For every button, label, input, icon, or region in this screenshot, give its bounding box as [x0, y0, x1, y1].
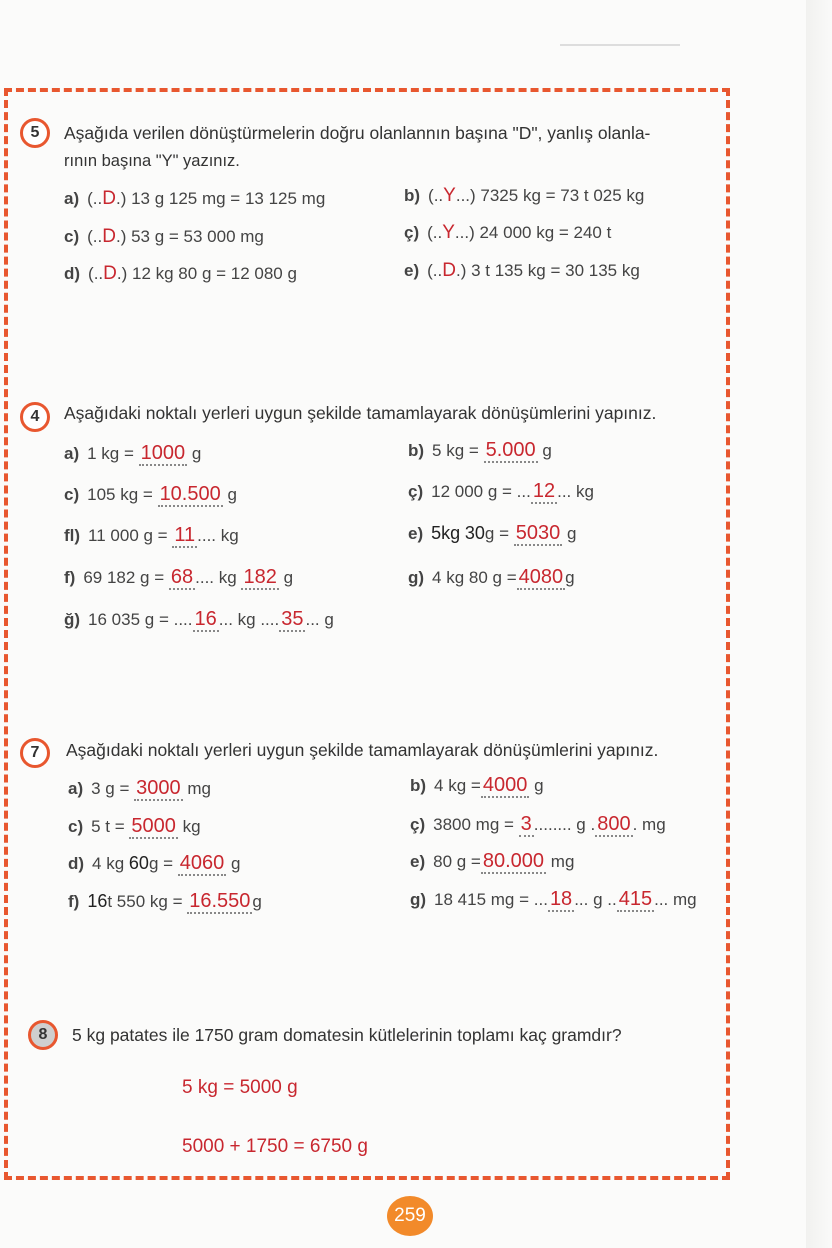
answer: 10.500 — [159, 483, 221, 505]
q7-item-b: b) 4 kg = 4000 g — [410, 774, 544, 796]
question-number-8: 8 — [28, 1020, 58, 1050]
q4-item-cc: ç) 12 000 g = ... 12 ... kg — [408, 480, 594, 502]
answer: 11 — [174, 524, 196, 546]
answer: 68 — [170, 566, 194, 588]
page-number-badge: 259 — [387, 1196, 433, 1236]
q4-item-e: e) 5kg 30g = 5030 g — [408, 522, 577, 544]
answer: 5030 — [515, 522, 561, 544]
answer: 4000 — [482, 774, 528, 796]
page-right-margin — [806, 0, 832, 1248]
answer: 16.550 — [189, 890, 251, 912]
solution-line-1: 5 kg = 5000 g — [182, 1077, 298, 1098]
answer: 3000 — [136, 777, 181, 799]
q5-item-e: e) (..D.) 3 t 135 kg = 30 135 kg — [404, 260, 640, 281]
answer: 800 — [597, 813, 631, 835]
answer: 415 — [618, 888, 653, 910]
question-5-title-line1: Aşağıda verilen dönüştürmelerin doğru olanlannın başına "D", yanlış olanla- — [64, 123, 651, 143]
answer: 80.000 — [482, 850, 545, 872]
answer-mark: D — [103, 263, 117, 284]
question-7-title: Aşağıdaki noktalı yerleri uygun şekilde tamamlayarak dönüşümlerini yapınız. — [66, 740, 659, 760]
answer: 4060 — [179, 852, 225, 874]
q5-item-c: c) (..D.) 53 g = 53 000 mg — [64, 226, 264, 247]
q5-item-a: a) (..D.) 13 g 125 mg = 13 125 mg — [64, 188, 326, 209]
q4-item-fi: fl) 11 000 g = 11 .... kg — [64, 524, 239, 546]
answer: 35 — [281, 608, 304, 630]
q7-item-a: a) 3 g = 3000 mg — [68, 777, 212, 799]
answer: 18 — [549, 888, 573, 910]
solution-line-2: 5000 + 1750 = 6750 g — [182, 1136, 368, 1157]
q4-item-g: g) 4 kg 80 g = 4080 g — [408, 566, 575, 588]
q7-item-cc: ç) 3800 mg = 3 ........ g . 800 . mg — [410, 813, 666, 835]
q4-item-f: f) 69 182 g = 68 .... kg 182 g — [64, 566, 294, 588]
answer: 12 — [532, 480, 556, 502]
answer-mark: D — [442, 260, 456, 281]
answer: 16 — [194, 608, 217, 630]
q4-item-c: c) 105 kg = 10.500 g — [64, 483, 237, 505]
q7-item-g: g) 18 415 mg = ... 18 ... g .. 415 ... mg — [410, 888, 697, 910]
q7-item-f: f) 16t 550 kg = 16.550 g — [68, 890, 262, 912]
answer: 4080 — [518, 566, 564, 588]
q7-item-e: e) 80 g = 80.000 mg — [410, 850, 575, 872]
answer: 5000 — [131, 815, 176, 837]
answer: 3 — [520, 813, 532, 835]
q4-item-gg: ğ) 16 035 g = .... 16 ... kg .... 35 ... g — [64, 608, 334, 630]
question-number-5: 5 — [20, 118, 50, 148]
q4-item-a: a) 1 kg = 1000 g — [64, 442, 202, 464]
question-5-title-line2: rının başına "Y" yazınız. — [64, 152, 240, 170]
q5-item-cc: ç) (..Y...) 24 000 kg = 240 t — [404, 222, 612, 243]
q5-item-b: b) (..Y...) 7325 kg = 73 t 025 kg — [404, 185, 645, 206]
q5-item-d: d) (..D.) 12 kg 80 g = 12 080 g — [64, 263, 297, 284]
question-number-4: 4 — [20, 402, 50, 432]
q7-item-c: c) 5 t = 5000 kg — [68, 815, 201, 837]
answer-mark: Y — [442, 222, 455, 243]
answer-mark: D — [102, 226, 116, 247]
question-8-title: 5 kg patates ile 1750 gram domatesin kütlelerinin toplamı kaç gramdır? — [72, 1025, 622, 1045]
top-edge-line — [560, 44, 680, 46]
q4-item-b: b) 5 kg = 5.000 g — [408, 439, 552, 461]
q7-item-d: d) 4 kg 60g = 4060 g — [68, 852, 241, 874]
answer: 5.000 — [485, 439, 536, 461]
question-number-7: 7 — [20, 738, 50, 768]
answer: 1000 — [140, 442, 186, 464]
question-4-title: Aşağıdaki noktalı yerleri uygun şekilde tamamlayarak dönüşümlerini yapınız. — [64, 403, 657, 423]
dashed-frame — [4, 88, 730, 1180]
answer-mark: Y — [443, 185, 456, 206]
answer: 182 — [243, 566, 277, 588]
answer-mark: D — [102, 188, 116, 209]
